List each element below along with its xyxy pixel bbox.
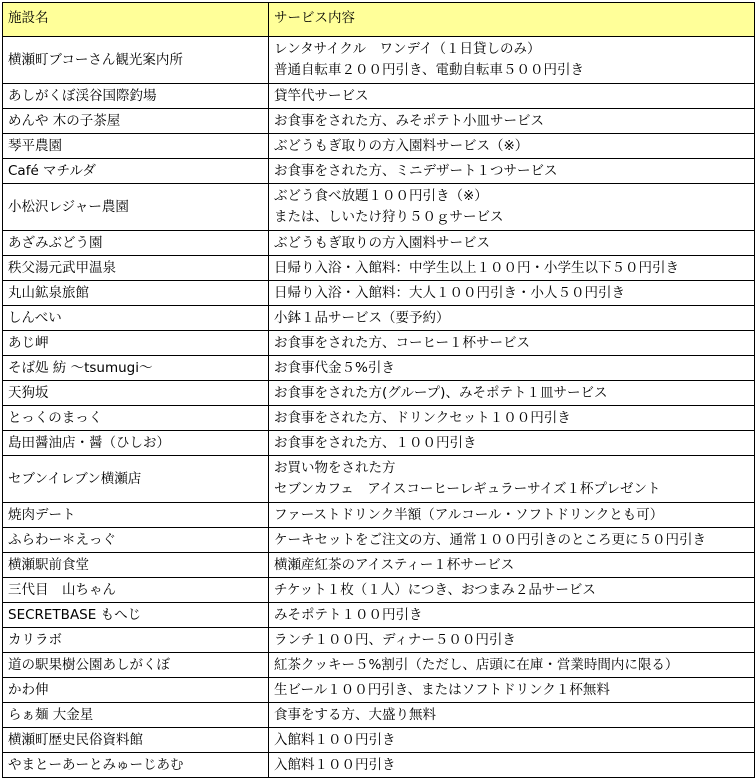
- service-content-cell: [269, 281, 755, 306]
- facility-name-cell: 丸山鉱泉旅館: [3, 281, 269, 306]
- facility-name-cell: 三代目 山ちゃん: [3, 578, 269, 603]
- table-row: [3, 37, 755, 84]
- service-line: 普通自転車２００円引き、電動自転車５００円引き: [274, 62, 584, 78]
- service-line: お食事をされた方、みそポテト小皿サービス: [274, 112, 544, 129]
- service-line: みそポテト１００円引き: [274, 606, 423, 623]
- table-row: [3, 703, 755, 728]
- facility-name-cell: 秩父湯元武甲温泉: [3, 256, 269, 281]
- service-line: レンタサイクル ワンデイ（１日貸しのみ）: [274, 41, 541, 57]
- facility-name-cell: かわ伸: [3, 678, 269, 703]
- header-service-content: サービス内容: [269, 3, 755, 37]
- facility-name-cell: ふらわー＊えっぐ: [3, 528, 269, 553]
- service-line: または、しいたけ狩り５０ｇサービス: [274, 209, 504, 225]
- facility-name-cell: あざみぶどう園: [3, 231, 269, 256]
- header-facility-name: 施設名: [3, 3, 269, 37]
- service-content-cell: [269, 37, 755, 84]
- table-row: [3, 159, 755, 184]
- facility-name-cell: Café マチルダ: [3, 159, 269, 184]
- service-content-cell: [269, 109, 755, 134]
- service-content-cell: [269, 628, 755, 653]
- facility-name-cell: 横瀬町ブコーさん観光案内所: [3, 37, 269, 84]
- table-row: [3, 406, 755, 431]
- table-row: [3, 184, 755, 231]
- service-line: お買い物をされた方: [274, 460, 396, 476]
- table-row: [3, 678, 755, 703]
- service-content-cell: [269, 256, 755, 281]
- service-content-cell: [269, 653, 755, 678]
- table-row: [3, 653, 755, 678]
- service-line: チケット１枚（１人）につき、おつまみ２品サービス: [274, 581, 596, 598]
- facility-service-table-container: [2, 2, 755, 778]
- service-line: ケーキセットをご注文の方、通常１００円引きのところ更に５０円引き: [274, 531, 706, 548]
- table-row: [3, 528, 755, 553]
- table-body: [3, 37, 755, 778]
- service-line: 貸竿代サービス: [274, 87, 369, 104]
- service-content-cell: [269, 503, 755, 528]
- facility-service-table: [2, 2, 755, 778]
- service-line: ランチ１００円、ディナー５００円引き: [274, 631, 516, 648]
- service-line: セブンカフェ アイスコーヒーレギュラーサイズ１杯プレゼント: [274, 481, 661, 497]
- service-line: 日帰り入浴・入館料：大人１００円引き・小人５０円引き: [274, 284, 625, 301]
- service-content-cell: [269, 753, 755, 778]
- service-line: お食事をされた方、コーヒー１杯サービス: [274, 334, 530, 351]
- table-row: [3, 109, 755, 134]
- service-line: 生ビール１００円引き、またはソフトドリンク１杯無料: [274, 681, 610, 698]
- table-row: [3, 628, 755, 653]
- service-content-cell: [269, 134, 755, 159]
- facility-name-cell: 琴平農園: [3, 134, 269, 159]
- service-line: お食事をされた方、ドリンクセット１００円引き: [274, 409, 571, 426]
- service-line: 小鉢１品サービス（要予約）: [274, 309, 450, 326]
- service-content-cell: [269, 381, 755, 406]
- service-line: お食事代金５%引き: [274, 359, 395, 376]
- service-content-cell: [269, 406, 755, 431]
- service-content-cell: [269, 331, 755, 356]
- facility-name-cell: 天狗坂: [3, 381, 269, 406]
- table-row: [3, 356, 755, 381]
- table-row: [3, 331, 755, 356]
- service-content-cell: [269, 703, 755, 728]
- table-row: [3, 256, 755, 281]
- table-row: [3, 728, 755, 753]
- facility-name-cell: 横瀬町歴史民俗資料館: [3, 728, 269, 753]
- service-line: 入館料１００円引き: [274, 731, 396, 748]
- service-content-cell: [269, 578, 755, 603]
- facility-name-cell: 小松沢レジャー農園: [3, 184, 269, 231]
- table-row: [3, 503, 755, 528]
- service-content-cell: [269, 603, 755, 628]
- service-content-cell: [269, 431, 755, 456]
- service-content-cell: [269, 728, 755, 753]
- table-row: [3, 84, 755, 109]
- service-content-cell: [269, 84, 755, 109]
- table-row: [3, 578, 755, 603]
- facility-name-cell: やまとーあーとみゅーじあむ: [3, 753, 269, 778]
- service-content-cell: [269, 678, 755, 703]
- facility-name-cell: らぁ麺 大金星: [3, 703, 269, 728]
- service-line: 紅茶クッキー５%割引（ただし、店頭に在庫・営業時間内に限る）: [274, 656, 679, 673]
- facility-name-cell: 焼肉デート: [3, 503, 269, 528]
- service-line: ファーストドリンク半額（アルコール・ソフトドリンクとも可）: [274, 506, 664, 523]
- service-content-cell: [269, 456, 755, 503]
- facility-name-cell: そば処 紡 ～tsumugi～: [3, 356, 269, 381]
- table-row: [3, 603, 755, 628]
- table-row: [3, 431, 755, 456]
- header-row: [3, 3, 755, 37]
- service-content-cell: [269, 356, 755, 381]
- facility-name-cell: めんや 木の子茶屋: [3, 109, 269, 134]
- facility-name-cell: 横瀬駅前食堂: [3, 553, 269, 578]
- facility-name-cell: あしがくぼ渓谷国際釣場: [3, 84, 269, 109]
- service-line: ぶどうもぎ取りの方入園料サービス（※）: [274, 137, 529, 154]
- service-content-cell: [269, 159, 755, 184]
- service-content-cell: [269, 553, 755, 578]
- facility-name-cell: 道の駅果樹公園あしがくぼ: [3, 653, 269, 678]
- facility-name-cell: あじ岬: [3, 331, 269, 356]
- table-row: [3, 281, 755, 306]
- service-line: ぶどう食べ放題１００円引き（※）: [274, 188, 488, 204]
- service-line: お食事をされた方、ミニデザート１つサービス: [274, 162, 558, 179]
- table-row: [3, 231, 755, 256]
- facility-name-cell: セブンイレブン横瀬店: [3, 456, 269, 503]
- service-content-cell: [269, 231, 755, 256]
- table-row: [3, 456, 755, 503]
- table-row: [3, 553, 755, 578]
- facility-name-cell: とっくのまっく: [3, 406, 269, 431]
- table-row: [3, 381, 755, 406]
- facility-name-cell: SECRETBASE もへじ: [3, 603, 269, 628]
- service-line: 入館料１００円引き: [274, 756, 396, 773]
- service-content-cell: [269, 528, 755, 553]
- service-line: ぶどうもぎ取りの方入園料サービス: [274, 234, 490, 251]
- service-content-cell: [269, 184, 755, 231]
- table-row: [3, 753, 755, 778]
- facility-name-cell: 島田醤油店・醤（ひしお）: [3, 431, 269, 456]
- table-row: [3, 306, 755, 331]
- facility-name-cell: カリラボ: [3, 628, 269, 653]
- service-line: お食事をされた方(グループ)、みそポテト１皿サービス: [274, 384, 608, 401]
- service-line: 横瀬産紅茶のアイスティー１杯サービス: [274, 556, 515, 573]
- table-row: [3, 134, 755, 159]
- service-content-cell: [269, 306, 755, 331]
- facility-name-cell: しんべい: [3, 306, 269, 331]
- service-line: お食事をされた方、１００円引き: [274, 434, 477, 451]
- service-line: 食事をする方、大盛り無料: [274, 706, 436, 723]
- service-line: 日帰り入浴・入館料：中学生以上１００円・小学生以下５０円引き: [274, 259, 679, 276]
